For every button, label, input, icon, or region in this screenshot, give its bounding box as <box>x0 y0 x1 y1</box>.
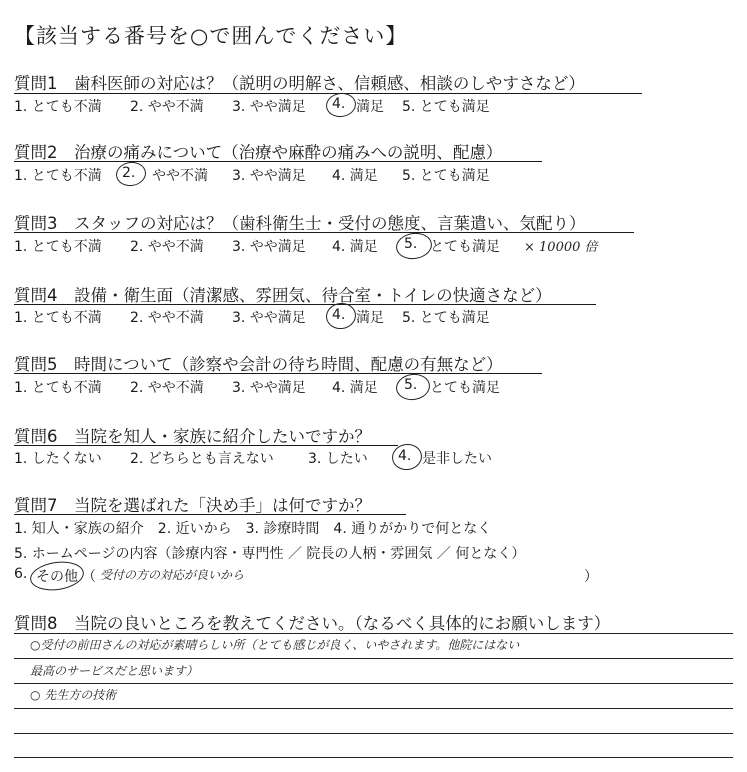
question-5-options <box>14 377 734 397</box>
option-4-label[interactable]: 是非したい <box>422 451 492 467</box>
option-5[interactable]: 5. とても満足 <box>402 310 490 326</box>
option-6-label[interactable]: その他 <box>36 569 78 585</box>
question-3-options <box>14 236 734 256</box>
option-6-number[interactable]: 6. <box>14 566 28 582</box>
question-7-underline <box>14 514 406 515</box>
question-6-title: 質問6 当院を知人・家族に紹介したいですか？ <box>14 427 371 446</box>
option-5-number[interactable]: 5. <box>404 236 418 252</box>
option-2-label[interactable]: やや不満 <box>152 168 208 184</box>
form-title: 【該当する番号を○で囲んでください】 <box>14 24 408 48</box>
question-1-underline <box>14 93 642 94</box>
option-1[interactable]: 1. したくない <box>14 451 102 467</box>
question-4-options <box>14 307 734 327</box>
selection-circle <box>390 442 423 472</box>
handwritten-other-reason: 受付の方の対応が良いから <box>100 568 245 582</box>
handwritten-answer-line-2: 最高のサービスだと思います） <box>30 664 199 678</box>
question-6-options <box>14 448 734 468</box>
selection-circle <box>114 160 147 188</box>
handwritten-note: × 10000 倍 <box>524 240 598 255</box>
question-7-options-row-3 <box>14 566 734 586</box>
question-1-title: 質問1 歯科医師の対応は？（説明の明解さ、信頼感、相談のしやすさなど） <box>14 74 585 93</box>
option-3[interactable]: 3. やや満足 <box>232 99 306 115</box>
option-5[interactable]: 5. とても満足 <box>402 168 490 184</box>
question-5-title: 質問5 時間について（診察や会計の待ち時間、配慮の有無など） <box>14 355 503 374</box>
option-4-label[interactable]: 満足 <box>356 99 384 115</box>
option-2[interactable]: 2. やや不満 <box>130 380 204 396</box>
option-2[interactable]: 2. やや不満 <box>130 239 204 255</box>
question-6-underline <box>14 445 398 446</box>
answer-line-3 <box>14 683 733 684</box>
option-2-number[interactable]: 2. <box>122 165 136 181</box>
question-1-options <box>14 96 734 116</box>
option-4[interactable]: 4. 満足 <box>332 239 378 255</box>
option-2[interactable]: 2. やや不満 <box>130 310 204 326</box>
option-3[interactable]: 3. やや満足 <box>232 239 306 255</box>
option-1[interactable]: 1. とても不満 <box>14 99 102 115</box>
handwritten-answer-line-3: ○ 先生方の技術 <box>30 688 117 702</box>
option-1[interactable]: 1. とても不満 <box>14 168 102 184</box>
option-5[interactable]: 5. とても満足 <box>402 99 490 115</box>
answer-line-1 <box>14 633 733 634</box>
option-4[interactable]: 4. 満足 <box>332 168 378 184</box>
option-3[interactable]: 3. やや満足 <box>232 380 306 396</box>
question-7-options-row-2[interactable]: 5. ホームページの内容（診療内容・専門性 ／ 院長の人柄・雰囲気 ／ 何となく） <box>14 546 526 562</box>
selection-circle <box>324 91 357 119</box>
option-4-number[interactable]: 4. <box>398 448 412 464</box>
question-4-title: 質問4 設備・衛生面（清潔感、雰囲気、待合室・トイレの快適さなど） <box>14 286 552 305</box>
option-6-open-paren: （ <box>82 569 96 585</box>
question-7-title: 質問7 当院を選ばれた「決め手」は何ですか？ <box>14 496 371 515</box>
selection-circle <box>394 231 433 262</box>
question-2-options <box>14 165 734 185</box>
option-4-label[interactable]: 満足 <box>356 310 384 326</box>
question-2-title: 質問2 治療の痛みについて（治療や麻酔の痛みへの説明、配慮） <box>14 143 503 162</box>
option-2[interactable]: 2. やや不満 <box>130 99 204 115</box>
option-1[interactable]: 1. とても不満 <box>14 380 102 396</box>
selection-circle <box>28 558 85 593</box>
question-7-options-row-1[interactable]: 1. 知人・家族の紹介 2. 近いから 3. 診療時間 4. 通りがかりで何となく <box>14 521 492 537</box>
question-3-underline <box>14 232 634 233</box>
question-3-title: 質問3 スタッフの対応は？（歯科衛生士・受付の態度、言葉遣い、気配り） <box>14 214 586 233</box>
option-3[interactable]: 3. やや満足 <box>232 168 306 184</box>
answer-line-5 <box>14 733 733 734</box>
option-1[interactable]: 1. とても不満 <box>14 239 102 255</box>
option-5-label[interactable]: とても満足 <box>430 239 500 255</box>
option-1[interactable]: 1. とても不満 <box>14 310 102 326</box>
answer-line-6 <box>14 757 733 758</box>
option-3[interactable]: 3. やや満足 <box>232 310 306 326</box>
option-5-label[interactable]: とても満足 <box>430 380 500 396</box>
option-5-number[interactable]: 5. <box>404 377 418 393</box>
answer-line-2 <box>14 658 733 659</box>
option-4-number[interactable]: 4. <box>332 96 346 112</box>
option-3[interactable]: 3. したい <box>308 451 368 467</box>
option-6-close-paren: ） <box>584 569 598 585</box>
question-5-underline <box>14 373 542 374</box>
question-4-underline <box>14 304 596 305</box>
selection-circle <box>394 372 431 402</box>
question-8-title: 質問8 当院の良いところを教えてください。（なるべく具体的にお願いします） <box>14 614 611 633</box>
option-4-number[interactable]: 4. <box>332 307 346 323</box>
handwritten-answer-line-1: ○受付の前田さんの対応が素晴らしい所（とても感じが良く、いやされます。他院にはない <box>30 638 520 652</box>
question-2-underline <box>14 161 542 162</box>
answer-line-4 <box>14 708 733 709</box>
option-4[interactable]: 4. 満足 <box>332 380 378 396</box>
option-2[interactable]: 2. どちらとも言えない <box>130 451 274 467</box>
